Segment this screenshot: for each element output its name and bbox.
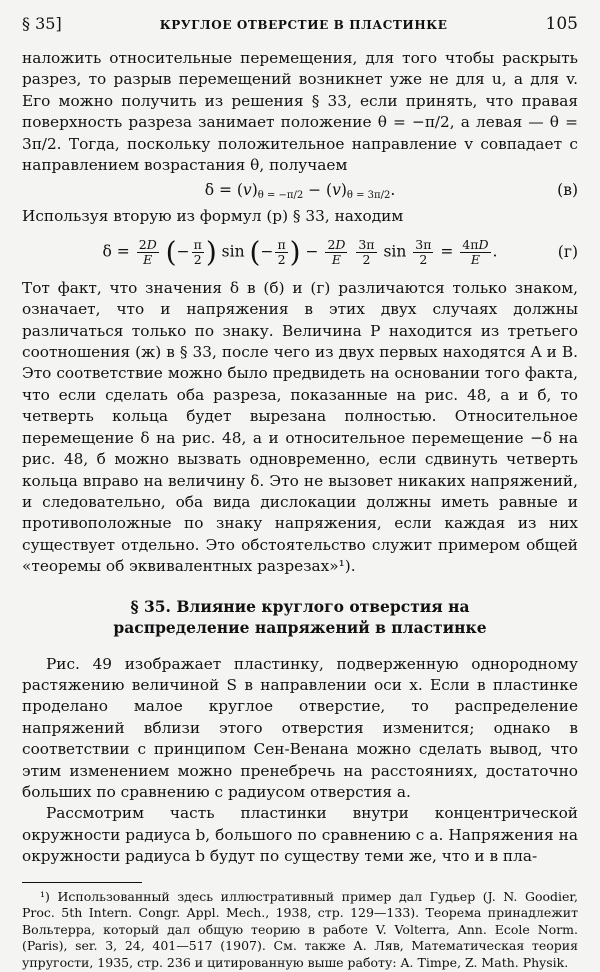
header-section: § 35] <box>22 14 62 33</box>
paragraph-5: Рассмотрим часть пластинки внутри концентрической окружности радиуса b, большого по сравнению с a. Напряжения на окружности радиуса b будут по существу теми же, что и в пла- <box>22 804 578 866</box>
formula-v: $\delta = (v)_{\theta = -\pi/2} - (v)_{\theta = 3\pi/2}$. (в) <box>204 181 578 202</box>
footnote-text: ¹) Использованный здесь иллюстративный пример дал Гудьер (J. N. Goodier, Proc. 5th Intern. Congr. Appl. Mech., 1938, стр. 129—133). Теорема принадлежит Вольтерра, который дал общую теорию в работе V. Volterra, Ann. Ecole Norm. (Paris), ser. 3, 24, 401—517 (1907). См. также А. Ляв, Математическая теория упругости, 1935, стр. 236 и цитированную выше работу: A. Timpe, Z. Math. Physik. <box>22 888 578 970</box>
formula-g-label: (г) <box>557 242 578 261</box>
header-title: КРУГЛОЕ ОТВЕРСТИЕ В ПЛАСТИНКЕ <box>159 18 448 32</box>
section-heading: § 35. Влияние круглого отверстия на распределение напряжений в пластинке <box>113 596 487 637</box>
paragraph-3: Тот факт, что значения δ в (б) и (г) различаются только знаком, означает, что и напряжения в этих двух случаях должны различаться только по знаку. Величина P находится из третьего соотношения (ж) в § 33, после чего из двух первых находятся A и B. Это соответствие можно было предвидеть на основании того факта, что если сделать оба разреза, показанные на рис. 48, а и б, то четверть кольца будет вырезана полностью. Относительное перемещение δ на рис. 48, а и относительное перемещение −δ на рис. 48, б можно вызвать одновременно, если сдвинуть четверть кольца вправо на величину δ. Это не вызовет никаких напряжений, и следовательно, оба вида дислокации должны иметь равные и противоположные по знаку напряжения, если каждая из них существует отдельно. Это обстоятельство служит примером общей «теоремы об эквивалентных разрезах»¹). <box>22 278 578 576</box>
formula-v-label: (в) <box>557 181 578 200</box>
paragraph-1: наложить относительные перемещения, для того чтобы раскрыть разрез, то разрыв перемещений возникнет уже не для u, а для v. Его можно получить из решения § 33, если принять, что правая поверхность разреза занимает положение θ = −π/2, а левая — θ = 3π/2. Тогда, поскольку положительное направление v совпадает с направлением возрастания θ, получаем <box>22 49 578 175</box>
paragraph-2: Используя вторую из формул (р) § 33, находим <box>22 207 404 226</box>
page-number: 105 <box>545 14 578 34</box>
footnote <box>22 889 578 972</box>
paragraph-4: Рис. 49 изображает пластинку, подверженную однородному растяжению величиной S в направлении оси x. Если в пластинке проделано малое круглое отверстие, то распределение напряжений вблизи этого отверстия изменится; однако в соответствии с принципом Сен-Венана можно сделать вывод, что этим изменением можно пренебречь на расстояниях, достаточно больших по сравнению с радиусом отверстия a. <box>22 654 578 801</box>
running-header <box>22 14 578 34</box>
footnote-divider <box>22 882 142 883</box>
formula-g: δ = $\frac{2D}{E}$ (− $\frac{\pi}{2}$ ) sin (− $\frac{\pi}{2}$ ) − $\frac{2D}{E}$ $\frac{3\pi}{2}$ sin $\frac{3\pi}{2}$ = $\frac{4\pi D}{E}$ . (г) <box>102 235 578 269</box>
